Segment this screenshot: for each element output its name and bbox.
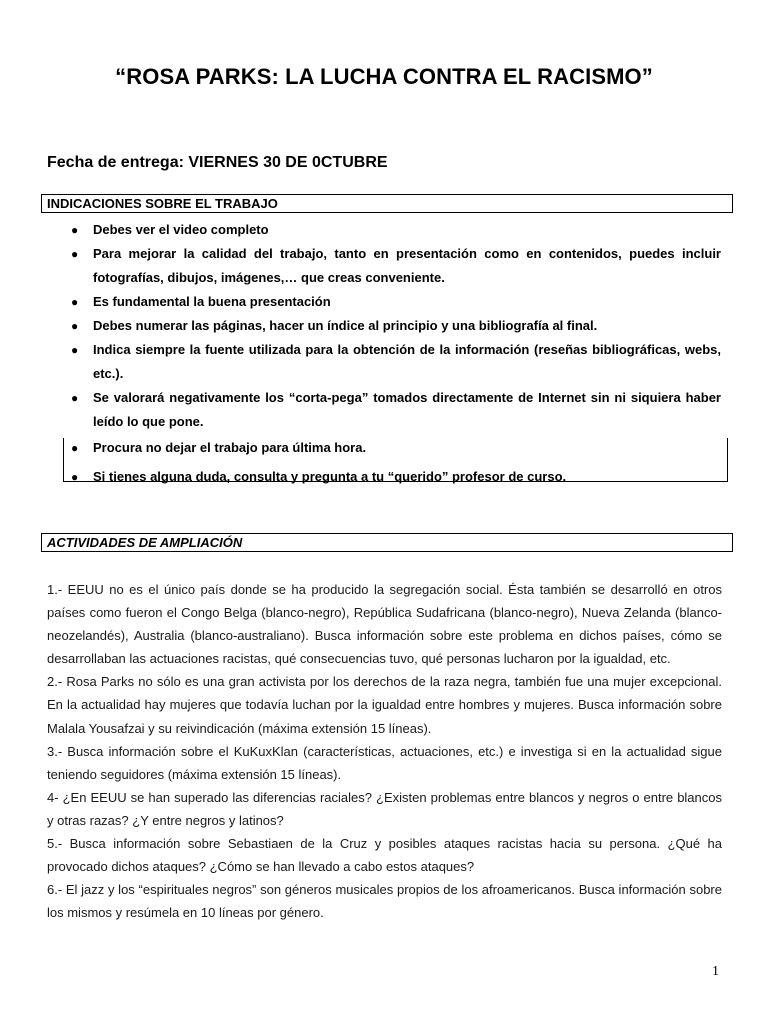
bullet-icon: ● (71, 223, 79, 237)
bullet-icon: ● (71, 470, 79, 484)
box-border-left (63, 438, 64, 481)
activity-paragraph: 2.- Rosa Parks no sólo es una gran activista por los derechos de la raza negra, también fue una mujer excepcional. En la actualidad hay mujeres que todavía luchan por la igualdad entre hombres y mujeres. Busca información sobre Malala Yousafzai y su reivindicación (máxima extensión 15 líneas). (47, 674, 722, 736)
bullet-icon: ● (71, 295, 79, 309)
indications-list (41, 214, 728, 489)
activities-body (47, 578, 722, 924)
activity-paragraph: 1.- EEUU no es el único país donde se ha producido la segregación social. Ésta también se desarrolló en otros países como fueron el Congo Belga (blanco-negro), República Sudafricana (blanco-negro), Nueva Zelanda (blanco-neozelandés), Australia (blanco-australiano). Busca información sobre este problema en dichos países, cómo se desarrollaban las actuaciones racistas, qué consecuencias tuvo, qué personas lucharon por la igualdad, etc. (47, 582, 722, 667)
indications-section (41, 214, 728, 496)
bullet-icon: ● (71, 343, 79, 357)
indications-header: INDICACIONES SOBRE EL TRABAJO (41, 194, 733, 213)
activity-paragraph: 3.- Busca información sobre el KuKuxKlan (características, actuaciones, etc.) e investiga si en la actualidad sigue teniendo seguidores (máxima extensión 15 líneas). (47, 743, 722, 782)
deadline: Fecha de entrega: VIERNES 30 DE 0CTUBRE (47, 154, 388, 171)
list-item: ● Si tienes alguna duda, consulta y pregunta a tu “querido” profesor de curso. (41, 465, 728, 489)
page-number: 1 (712, 964, 719, 979)
bullet-icon: ● (71, 391, 79, 405)
activities-header: ACTIVIDADES DE AMPLIACIÓN (41, 533, 733, 552)
activity-paragraph: 6.- El jazz y los “espirituales negros” son géneros musicales propios de los afroamericanos. Busca información sobre los mismos y resúmela en 10 líneas por género. (47, 882, 722, 921)
bullet-icon: ● (71, 247, 79, 261)
activity-paragraph: 5.- Busca información sobre Sebastiaen de la Cruz y posibles ataques racistas hacia su persona. ¿Qué ha provocado dichos ataques? ¿Cómo se han llevado a cabo estos ataques? (47, 836, 722, 875)
activity-paragraph: 4- ¿En EEUU se han superado las diferencias raciales? ¿Existen problemas entre blancos y negros o entre blancos y otras razas? ¿Y entre negros y latinos? (47, 789, 722, 828)
document-title: “ROSA PARKS: LA LUCHA CONTRA EL RACISMO” (115, 64, 653, 89)
list-item: ● Debes numerar las páginas, hacer un índice al principio y una bibliografía al final. (41, 314, 728, 338)
box-border-right (727, 438, 728, 481)
list-item: ● Debes ver el video completo (41, 218, 728, 242)
list-item: ● Indica siempre la fuente utilizada para la obtención de la información (reseñas bibliográficas, webs, etc.). (41, 338, 728, 386)
list-item: ● Se valorará negativamente los “corta-pega” tomados directamente de Internet sin ni siquiera haber leído lo que pone. (41, 386, 728, 434)
bullet-icon: ● (71, 441, 79, 455)
bullet-icon: ● (71, 319, 79, 333)
list-item: ● Procura no dejar el trabajo para última hora. (41, 436, 728, 460)
list-item: ● Para mejorar la calidad del trabajo, tanto en presentación como en contenidos, puedes incluir fotografías, dibujos, imágenes,… que creas conveniente. (41, 242, 728, 290)
list-item: ● Es fundamental la buena presentación (41, 290, 728, 314)
box-border-bottom (63, 481, 728, 482)
